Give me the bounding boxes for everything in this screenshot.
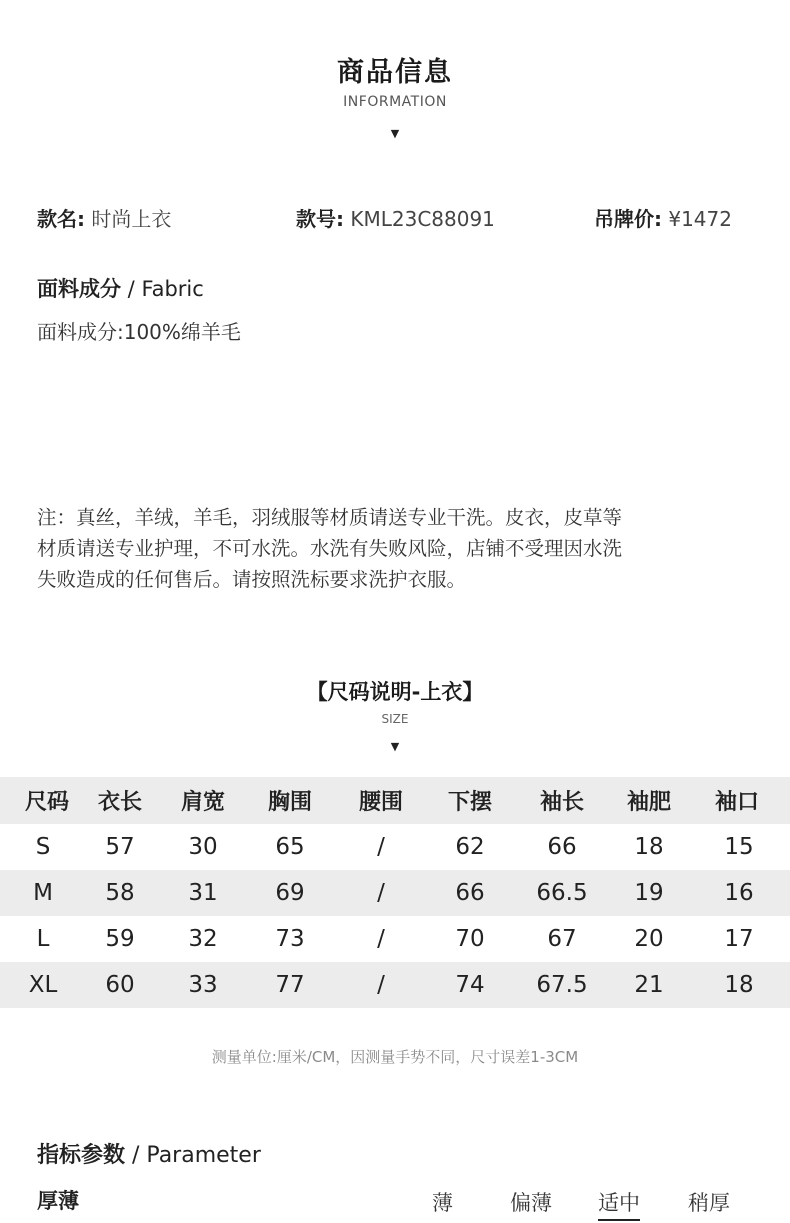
table-header-cell: 胸围 — [267, 790, 312, 815]
product-price — [594, 203, 732, 232]
product-name — [37, 203, 171, 232]
table-cell: 66.5 — [536, 880, 588, 906]
table-cell: 15 — [724, 834, 754, 860]
table-cell: 57 — [105, 834, 135, 860]
measurement-note: 测量单位:厘米/CM，因测量手势不同，尺寸误差1-3CM — [211, 1048, 579, 1066]
table-cell: 18 — [724, 972, 754, 998]
fabric-heading-en: Fabric — [141, 277, 204, 301]
table-cell: L — [36, 926, 50, 952]
table-cell: XL — [28, 972, 58, 998]
table-cell: 30 — [188, 834, 218, 860]
table-cell: / — [377, 834, 385, 860]
page-title: 商品信息 — [337, 57, 453, 88]
table-header-row — [0, 777, 790, 824]
table-cell: 20 — [634, 926, 664, 952]
table-cell: / — [377, 972, 385, 998]
table-header-cell: 腰围 — [358, 790, 403, 815]
table-cell: 67 — [547, 926, 577, 952]
product-price-label: 吊牌价: — [594, 207, 662, 231]
page-subtitle: INFORMATION — [343, 94, 447, 110]
table-header-cell: 袖口 — [714, 790, 759, 815]
product-name-value: 时尚上衣 — [91, 207, 172, 231]
table-cell: 18 — [634, 834, 664, 860]
thickness-option: 薄 — [432, 1191, 453, 1215]
table-row — [0, 870, 790, 916]
table-cell: 62 — [455, 834, 485, 860]
table-cell: / — [377, 926, 385, 952]
table-cell: 74 — [455, 972, 485, 998]
table-header-cell: 袖长 — [539, 790, 584, 815]
table-cell: 58 — [105, 880, 135, 906]
table-cell: S — [35, 834, 51, 860]
thickness-option-selected: 适中 — [598, 1187, 640, 1221]
table-cell: 60 — [105, 972, 135, 998]
table-header-cell: 尺码 — [24, 790, 69, 815]
table-cell: 17 — [724, 926, 754, 952]
fabric-composition: 面料成分:100%绵羊毛 — [37, 320, 241, 344]
table-row — [0, 824, 790, 870]
fabric-heading — [37, 273, 204, 303]
product-code-label: 款号: — [296, 207, 344, 231]
table-cell: 19 — [634, 880, 664, 906]
table-header-cell: 肩宽 — [180, 790, 225, 815]
product-code — [296, 203, 495, 232]
parameter-heading-en: Parameter — [146, 1143, 261, 1168]
table-row — [0, 962, 790, 1008]
table-cell: 73 — [275, 926, 305, 952]
product-price-value: ¥1472 — [668, 207, 732, 231]
thickness-option: 偏薄 — [510, 1191, 552, 1215]
product-name-label: 款名: — [37, 207, 85, 231]
fabric-heading-cn: 面料成分 — [37, 277, 121, 301]
table-cell: 66 — [547, 834, 577, 860]
table-cell: 77 — [275, 972, 305, 998]
table-cell: 67.5 — [536, 972, 588, 998]
size-subtitle: SIZE — [381, 712, 409, 726]
parameter-heading-cn: 指标参数 — [37, 1143, 126, 1168]
care-note — [37, 502, 622, 595]
table-cell: 21 — [634, 972, 664, 998]
table-cell: 32 — [188, 926, 218, 952]
care-note-line: 注：真丝，羊绒，羊毛，羽绒服等材质请送专业干洗。皮衣，皮草等 — [37, 506, 623, 529]
parameter-heading-sep: / — [125, 1143, 147, 1168]
fabric-heading-sep: / — [121, 277, 142, 301]
thickness-label: 厚薄 — [37, 1189, 79, 1213]
table-row — [0, 916, 790, 962]
table-header-cell: 衣长 — [97, 790, 142, 815]
table-cell: M — [33, 880, 53, 906]
table-cell: / — [377, 880, 385, 906]
table-cell: 16 — [724, 880, 754, 906]
table-cell: 65 — [275, 834, 305, 860]
size-title: 【尺码说明-上衣】 — [306, 680, 484, 704]
down-arrow-icon: ▼ — [390, 127, 400, 140]
product-code-value: KML23C88091 — [350, 207, 495, 231]
parameter-heading — [37, 1138, 261, 1169]
size-table — [0, 777, 790, 1008]
table-cell: 66 — [455, 880, 485, 906]
table-cell: 70 — [455, 926, 485, 952]
table-header-cell: 下摆 — [447, 790, 492, 815]
down-arrow-icon: ▼ — [390, 740, 400, 753]
care-note-line: 失败造成的任何售后。请按照洗标要求洗护衣服。 — [37, 568, 467, 591]
table-cell: 69 — [275, 880, 305, 906]
care-note-line: 材质请送专业护理，不可水洗。水洗有失败风险，店铺不受理因水洗 — [37, 537, 623, 560]
table-cell: 59 — [105, 926, 135, 952]
table-cell: 33 — [188, 972, 218, 998]
table-header-cell: 袖肥 — [626, 790, 671, 815]
thickness-option: 稍厚 — [688, 1191, 730, 1215]
table-cell: 31 — [188, 880, 218, 906]
